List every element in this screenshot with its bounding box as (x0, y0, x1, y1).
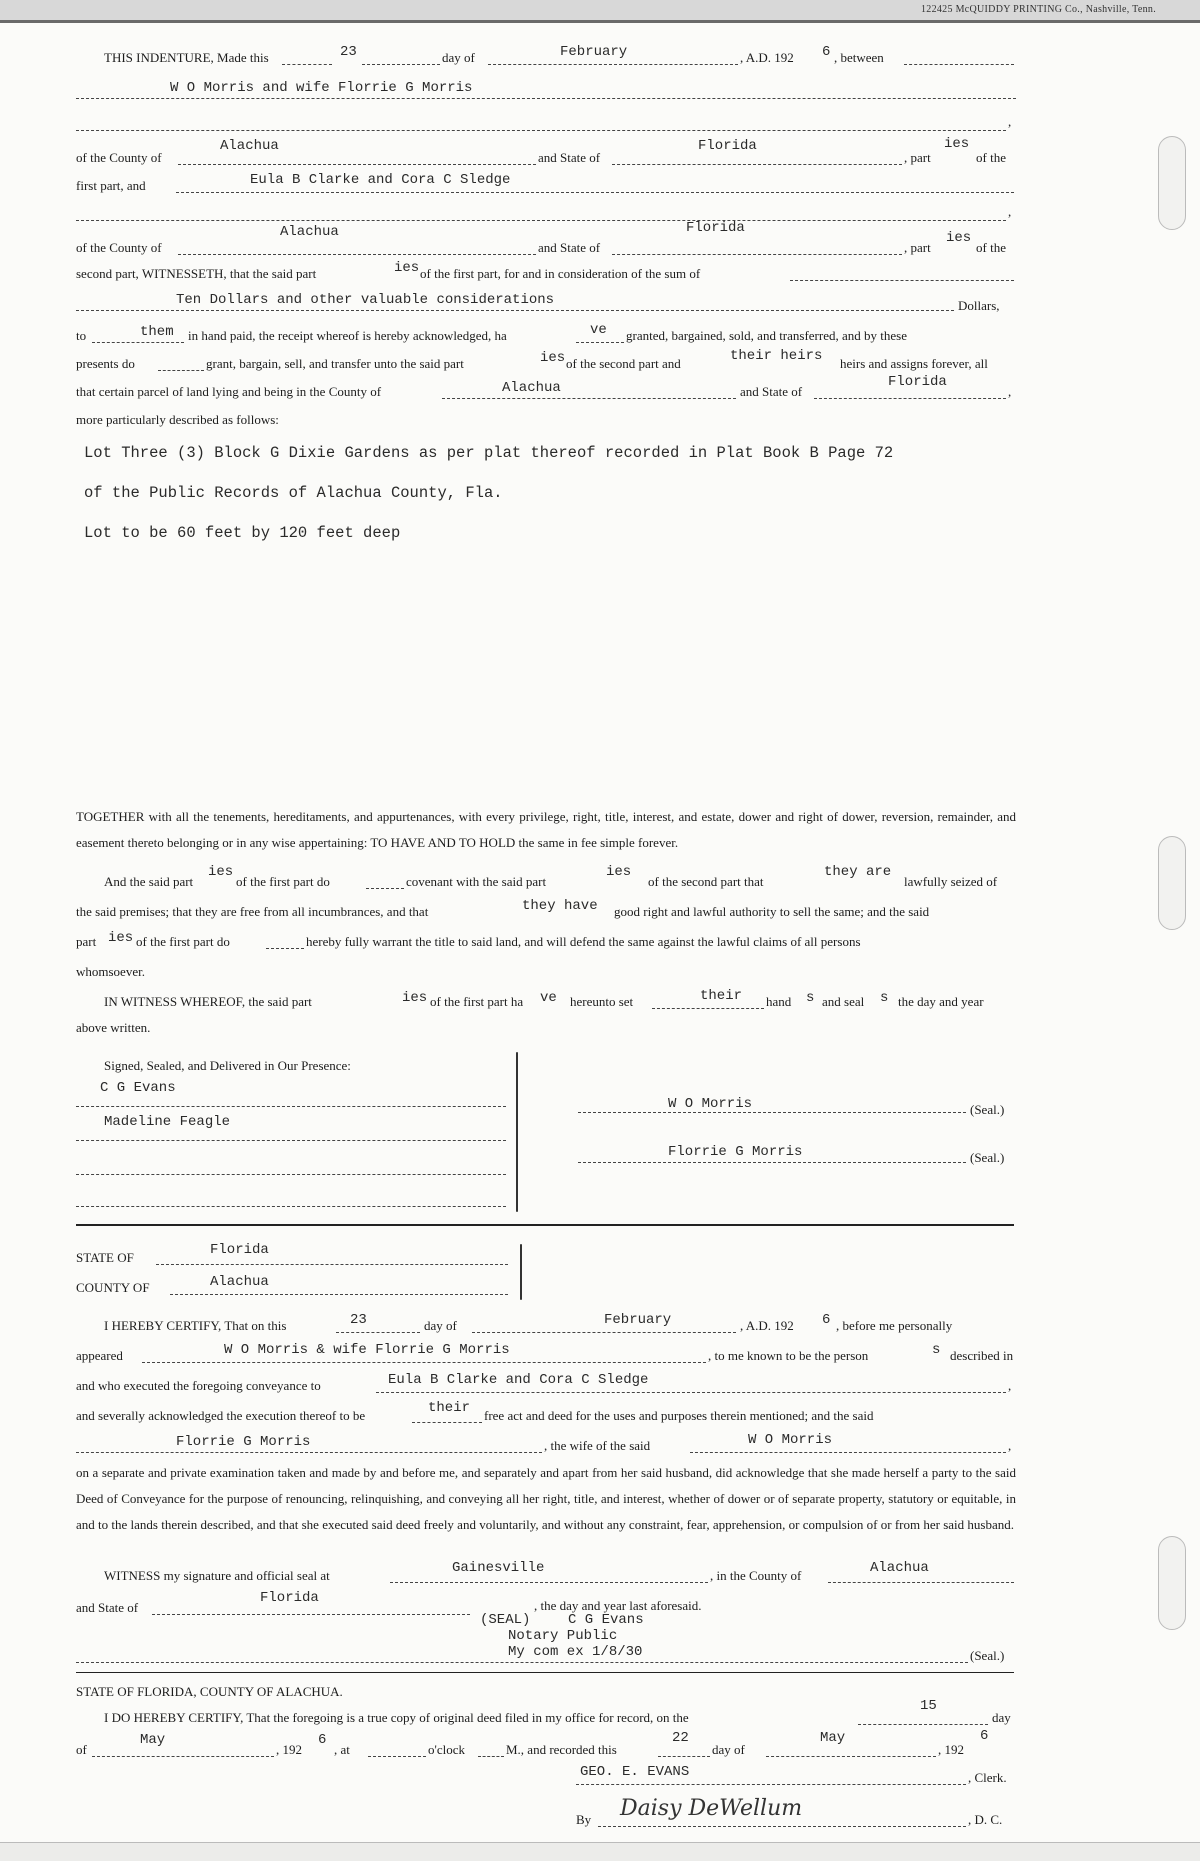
grantees-blank-2 (76, 220, 1006, 221)
indenture-month: February (560, 44, 628, 60)
they-are-fill: they are (824, 864, 892, 880)
filed-day: 15 (920, 1698, 937, 1714)
section-divider-2 (76, 1672, 1014, 1673)
grantor-state: Florida (698, 138, 757, 154)
clerk-label: , Clerk. (968, 1770, 1007, 1785)
heirs-fill: their heirs (730, 348, 823, 364)
indenture-day: 23 (340, 44, 357, 60)
ack-their-blank (412, 1422, 482, 1423)
ack-state2: Florida (260, 1590, 319, 1606)
warrant-label-b: hereby fully warrant the title to said land, and will defend the same against the lawful claims of all persons (306, 934, 861, 949)
they-have-fill: they have (522, 898, 598, 914)
parcel-county: Alachua (502, 380, 561, 396)
more-particularly-label: more particularly described as follows: (76, 412, 279, 427)
ack-witness-sig-label: WITNESS my signature and official seal at (104, 1568, 330, 1583)
ack-state-of-label: STATE OF (76, 1250, 134, 1265)
filed-year: 6 (318, 1732, 327, 1748)
part-suffix-ies: ies (944, 136, 970, 152)
ack-county-blank (170, 1294, 508, 1295)
covenant-ies-2: ies (606, 864, 632, 880)
ack-known-s: s (932, 1342, 941, 1358)
witnesseth-label-b: of the first part, for and in consideration of the sum of (420, 266, 701, 281)
ha-blank (576, 342, 624, 343)
presents-label-d: heirs and assigns forever, all (840, 356, 988, 371)
notary-name: C G Evans (568, 1612, 644, 1628)
second-that-label: of the second part that (648, 874, 764, 889)
ack-county: Alachua (210, 1274, 269, 1290)
legal-description-line-1: Lot Three (3) Block G Dixie Gardens as per plat thereof recorded in Plat Book B Page 72 (84, 444, 894, 462)
receipt-label: in hand paid, the receipt whereof is hereby acknowledged, ha (188, 328, 507, 343)
binder-ring-bottom (1158, 1536, 1186, 1630)
witness-3-line (76, 1174, 506, 1175)
clerk-line (576, 1784, 966, 1785)
ack-appeared-names: W O Morris & wife Florrie G Morris (224, 1342, 510, 1358)
county3-blank (442, 398, 736, 399)
witness-label-c: hereunto set (570, 994, 634, 1009)
rec-day: 22 (672, 1730, 689, 1746)
deed-page: 122425 McQUIDDY PRINTING Co., Nashville, Tenn. THIS INDENTURE, Made this 23 day of February , A.D. 192 6 , between W O Morris and wife Florrie G Morris , of the County of Alachua and State of Florida , part ies of the first part, and Eula B Clarke and Cora C Sledge , of the County of Alachua and State of Florida , part ies of the second part, WITNESSETH, that the said part ies of the first part, for and in consideration of the sum of Ten Dollars and other valuable considerations Dollars, to them in hand paid, the receipt whereof is hereby acknowledged, ha ve granted, bargained, sold, and transferred, and by these presents do grant, bargain, sell, and transfer unto the said part ies of the second part and their heirs heirs and assigns forever, all that certain parcel of land lying and being in the County of Alachua and State of Florida , more particularly described as follows: Lot Three (3) Block G Dixie Gardens as per plat thereof recorded in Plat Book B Page 72 of the Public Records of Alachua County, Fla. Lot to be 60 feet by 120 feet deep TOGETHER with all the tenements, hereditaments, and appurtenances, with every privilege, right, title, interest, and estate, dower and right of dower, reversion, remainder, and easement thereto belonging or in any wise appertaining: TO HAVE AND TO HOLD the same in fee simple forever. And the said part ies of the first part do covenant with the said part ies of the second part that they are lawfully seized of the said premises; that they are free from all incumbrances, and that they have good right and lawful authority to sell the same; and the said part ies of the first part do hereby fully warrant the title to said land, and will defend the same against the lawful claims of all persons whomsoever. IN WITNESS WHEREOF, the said part ies of the first part ha ve hereunto set their hand s and seal s the day and year above written. Signed, Sealed, and Delivered in Our Presence: C G Evans Madeline Feagle W O Morris (Seal.) Florrie G Morris (Seal.) STATE OF Florida COUNTY OF Alachua I HEREBY CERTIFY, That on this 23 day of February , A.D. 192 6 , before me personally appeared W O Morris & wife Florrie G Morris , to me known to be the person s described in and who executed the foregoing conveyance to Eula B Clarke and Cora C Sledge , and severally acknowledged the execution thereof to be their free act and deed for the uses and purposes therein mentioned; and the said Florrie G Morris , the wife of the said W O Morris , on a separate and private examination taken and made by and before me, and separately and apart from her said husband, did acknowledge that she made herself a party to the said Deed of Conveyance for the purpose of renouncing, relinquishing, and conveying all her right, title, and interest, whether of dower or of separate property, statutory or equitable, in and to the lands therein described, and that she executed said deed freely and voluntarily, and without any constraint, fear, apprehension, or compulsion of or from her said husband. WITNESS my signature and official seal at Gainesville , in the County of Alachua and State of Florida , the day and year last aforesaid. (SEAL) C G Evans Notary Public My com ex 1/8/30 (Seal.) STATE OF FLORIDA, COUNTY OF ALACHUA. I DO HEREBY CERTIFY, That the foregoing is a true copy of original deed filed in my office for record, on the 15 day of May , 192 6 , at o'clock M., and recorded this 22 day of May , 192 6 GEO. E. EVANS , Clerk. By Daisy DeWellum , D. C. (0, 0, 1200, 1860)
dc-label: , D. C. (968, 1812, 1003, 1827)
witness-2-name: Madeline Feagle (104, 1114, 231, 1130)
ack-wife-name: Florrie G Morris (176, 1434, 311, 1450)
together-clause: TOGETHER with all the tenements, hereditaments, and appurtenances, with every privilege, right, title, interest, and estate, dower and right of dower, reversion, remainder, and easement thereto belonging or in any wise appertaining: TO HAVE AND TO HOLD the same in fee simple forever. (76, 809, 1016, 850)
notary-title: Notary Public (508, 1628, 618, 1644)
warrant-blank (266, 948, 304, 949)
notary-signature-line (76, 1662, 968, 1663)
legal-description-line-2: of the Public Records of Alachua County, Fla. (84, 484, 503, 502)
witness-1-name: C G Evans (100, 1080, 176, 1096)
ack-in-county-label: , in the County of (710, 1568, 802, 1583)
of-the-label-2: of the (976, 240, 1006, 255)
seal-label-2: (Seal.) (970, 1150, 1005, 1165)
presents-blank (158, 370, 204, 371)
day-of-label: day of (442, 50, 475, 65)
ack-executed-label: and who executed the foregoing conveyance to (76, 1378, 321, 1393)
by-label: By (576, 1812, 592, 1827)
ack-grantees: Eula B Clarke and Cora C Sledge (388, 1372, 649, 1388)
filed-month: May (140, 1732, 166, 1748)
grantees-names: Eula B Clarke and Cora C Sledge (250, 172, 511, 188)
notary-seal-suffix: (Seal.) (970, 1648, 1005, 1663)
ack-state: Florida (210, 1242, 269, 1258)
signer-2-line (578, 1162, 966, 1163)
ack-wife-of-label: , the wife of the said (544, 1438, 651, 1453)
at-blank (368, 1756, 426, 1757)
county1-blank (178, 164, 536, 165)
ack-appeared-label: appeared (76, 1348, 123, 1363)
whomsoever-label: whomsoever. (76, 964, 145, 979)
ack-their: their (428, 1400, 471, 1416)
to-blank (92, 342, 184, 343)
day-blank (282, 64, 332, 65)
ack-day-last-label: , the day and year last aforesaid. (534, 1598, 702, 1613)
state1-blank (612, 164, 902, 165)
rec-year: 6 (980, 1728, 989, 1744)
ack-month: February (604, 1312, 672, 1328)
m-recorded-label: M., and recorded this (506, 1742, 617, 1757)
witness-ies: ies (402, 990, 428, 1006)
ack-severally-label: and severally acknowledged the execution thereof to be (76, 1408, 366, 1423)
witness-2-line (76, 1140, 506, 1141)
at-label: , at (334, 1742, 350, 1757)
rec-day-blank (658, 1756, 710, 1757)
signer-1-line (578, 1112, 966, 1113)
m-blank (478, 1756, 504, 1757)
grantee-county: Alachua (280, 224, 339, 240)
parcel-label: that certain parcel of land lying and being in the County of (76, 384, 382, 399)
to-label: to (76, 328, 87, 343)
ack-ad-label: , A.D. 192 (740, 1318, 794, 1333)
witness-4-line (76, 1206, 506, 1207)
ack-state2-blank (152, 1614, 470, 1615)
ack-husband: W O Morris (748, 1432, 833, 1448)
ack-city: Gainesville (452, 1560, 545, 1576)
ad-label: , A.D. 192 (740, 50, 794, 65)
witnesseth-ies: ies (394, 260, 420, 276)
of-county-label-2: of the County of (76, 240, 162, 255)
dollars-label: Dollars, (958, 298, 1000, 313)
ack-state-blank (156, 1264, 508, 1265)
ack-before-label: , before me personally (836, 1318, 953, 1333)
filed-day-blank (858, 1724, 988, 1725)
oclock-label: o'clock (428, 1742, 465, 1757)
ack-county2-blank (828, 1582, 1014, 1583)
consideration-amount: Ten Dollars and other valuable considerations (176, 292, 555, 308)
ack-day-blank (336, 1332, 420, 1333)
seal-label-1: (Seal.) (970, 1102, 1005, 1117)
day-label: day (992, 1710, 1011, 1725)
consideration-blank (76, 310, 954, 311)
witness-brace (516, 1052, 518, 1212)
and-seal-label: and seal (822, 994, 865, 1009)
ack-month-blank (472, 1332, 736, 1333)
their-blank (652, 1008, 764, 1009)
parcel-state: Florida (888, 374, 947, 390)
hand-label: hand (766, 994, 792, 1009)
ack-city-blank (390, 1582, 708, 1583)
covenant-with-label: covenant with the said part (406, 874, 547, 889)
of-label: of (76, 1742, 87, 1757)
filed-month-blank (92, 1756, 274, 1757)
of-county-label: of the County of (76, 150, 162, 165)
signer-1-name: W O Morris (668, 1096, 753, 1112)
notary-seal-label: (SEAL) (480, 1612, 531, 1628)
printer-imprint: 122425 McQUIDDY PRINTING Co., Nashville, Tenn. (920, 4, 1156, 15)
legal-description-line-3: Lot to be 60 feet by 120 feet deep (84, 524, 401, 542)
covenant-ies: ies (208, 864, 234, 880)
rec-day-of-label: day of (712, 1742, 745, 1757)
and-state-label-2: and State of (538, 240, 601, 255)
ack-free-act-label: free act and deed for the uses and purposes therein mentioned; and the said (484, 1408, 874, 1423)
ack-grantees-blank (376, 1392, 1006, 1393)
printer-header-band (0, 0, 1200, 23)
ack-county-of-label: COUNTY OF (76, 1280, 150, 1295)
filed-year-prefix: , 192 (276, 1742, 302, 1757)
first-part-and-label: first part, and (76, 178, 146, 193)
clerk-name: GEO. E. EVANS (580, 1764, 690, 1780)
witness-1-line (76, 1106, 506, 1107)
ha-suffix: ve (590, 322, 607, 338)
recording-certify: I DO HEREBY CERTIFY, That the foregoing is a true copy of original deed filed in my office for record, on the (104, 1710, 689, 1725)
premises-label: the said premises; that they are free from all incumbrances, and that (76, 904, 429, 919)
deputy-line (598, 1826, 966, 1827)
do-blank (366, 888, 404, 889)
witness-whereof-label: IN WITNESS WHEREOF, the said part (104, 994, 312, 1009)
witness-ha-suffix: ve (540, 990, 557, 1006)
part-label: , part (904, 150, 931, 165)
of-the-label: of the (976, 150, 1006, 165)
month-blank (488, 64, 738, 65)
ack-known-label: , to me known to be the person (708, 1348, 869, 1363)
grantor-county: Alachua (220, 138, 279, 154)
above-written-label: above written. (76, 1020, 151, 1035)
warrant-ies: ies (108, 930, 134, 946)
made-this-label: THIS INDENTURE, Made this (104, 50, 269, 65)
ack-day: 23 (350, 1312, 367, 1328)
state3-blank (814, 398, 1006, 399)
part-label-3: part (76, 934, 97, 949)
ack-certify-label: I HEREBY CERTIFY, That on this (104, 1318, 287, 1333)
and-said-label: And the said part (104, 874, 194, 889)
ack-separate-examination: on a separate and private examination taken and made by and before me, and separately and apart from her said husband, did acknowledge that she made herself a party to the said Deed of Conveyance for the purpose of renouncing, relinquishing, and conveying all her right, title, and interest, whether of dower or of separate property, statutory or equitable, in and to the lands therein described, and that she executed said deed freely and voluntarily, and without any constraint, fear, apprehension, or compulsion of or from her said husband. (76, 1465, 1016, 1532)
granted-label: granted, bargained, sold, and transferred, and by these (626, 328, 907, 343)
to-whom: them (140, 324, 174, 340)
page-bottom-edge (0, 1842, 1200, 1861)
lawfully-label: lawfully seized of (904, 874, 998, 889)
part-label-2: , part (904, 240, 931, 255)
grantors-blank (76, 98, 1016, 99)
between-blank (904, 64, 1014, 65)
presents-label: presents do (76, 356, 135, 371)
seal-s: s (880, 990, 889, 1006)
ack-wife-blank (76, 1452, 542, 1453)
grantee-state: Florida (686, 220, 745, 236)
day-year-label: the day and year (898, 994, 984, 1009)
rec-year-prefix: , 192 (938, 1742, 964, 1757)
rec-month-blank (766, 1756, 936, 1757)
witnesseth-label: second part, WITNESSETH, that the said part (76, 266, 317, 281)
presence-label: Signed, Sealed, and Delivered in Our Presence: (104, 1058, 351, 1073)
ack-husband-blank (690, 1452, 1006, 1453)
section-divider-1 (76, 1224, 1014, 1226)
grantors-names: W O Morris and wife Florrie G Morris (170, 80, 473, 96)
warrant-label: of the first part do (136, 934, 230, 949)
good-right-label: good right and lawful authority to sell the same; and the said (614, 904, 930, 919)
state2-blank (612, 254, 902, 255)
and-state-label: and State of (538, 150, 601, 165)
part-suffix-ies-2: ies (946, 230, 972, 246)
binder-ring-top (1158, 136, 1186, 230)
grantors-blank-2 (76, 130, 1006, 131)
notary-commission: My com ex 1/8/30 (508, 1644, 643, 1660)
sum-blank (790, 280, 1014, 281)
witness-their: their (700, 988, 743, 1004)
ack-brace (520, 1244, 522, 1300)
ack-year: 6 (822, 1312, 831, 1328)
presents-label-b: grant, bargain, sell, and transfer unto the said part (206, 356, 464, 371)
first-part-do-label: of the first part do (236, 874, 330, 889)
presents-ies: ies (540, 350, 566, 366)
ack-described-label: described in (950, 1348, 1014, 1363)
rec-month: May (820, 1730, 846, 1746)
recording-heading: STATE OF FLORIDA, COUNTY OF ALACHUA. (76, 1684, 343, 1699)
county2-blank (178, 254, 536, 255)
ack-day-of-label: day of (424, 1318, 457, 1333)
deputy-signature: Daisy DeWellum (620, 1796, 803, 1821)
witness-label-b: of the first part ha (430, 994, 524, 1009)
between-label: , between (834, 50, 884, 65)
ack-and-state-label: and State of (76, 1600, 139, 1615)
ack-county2: Alachua (870, 1560, 929, 1576)
indenture-year: 6 (822, 44, 831, 60)
and-state-label-3: and State of (740, 384, 803, 399)
signer-2-name: Florrie G Morris (668, 1144, 803, 1160)
grantees-blank (176, 192, 1014, 193)
presents-label-c: of the second part and (566, 356, 681, 371)
binder-ring-middle (1158, 836, 1186, 930)
ack-appeared-blank (142, 1362, 706, 1363)
day-blank-tail (362, 64, 440, 65)
hand-s: s (806, 990, 815, 1006)
